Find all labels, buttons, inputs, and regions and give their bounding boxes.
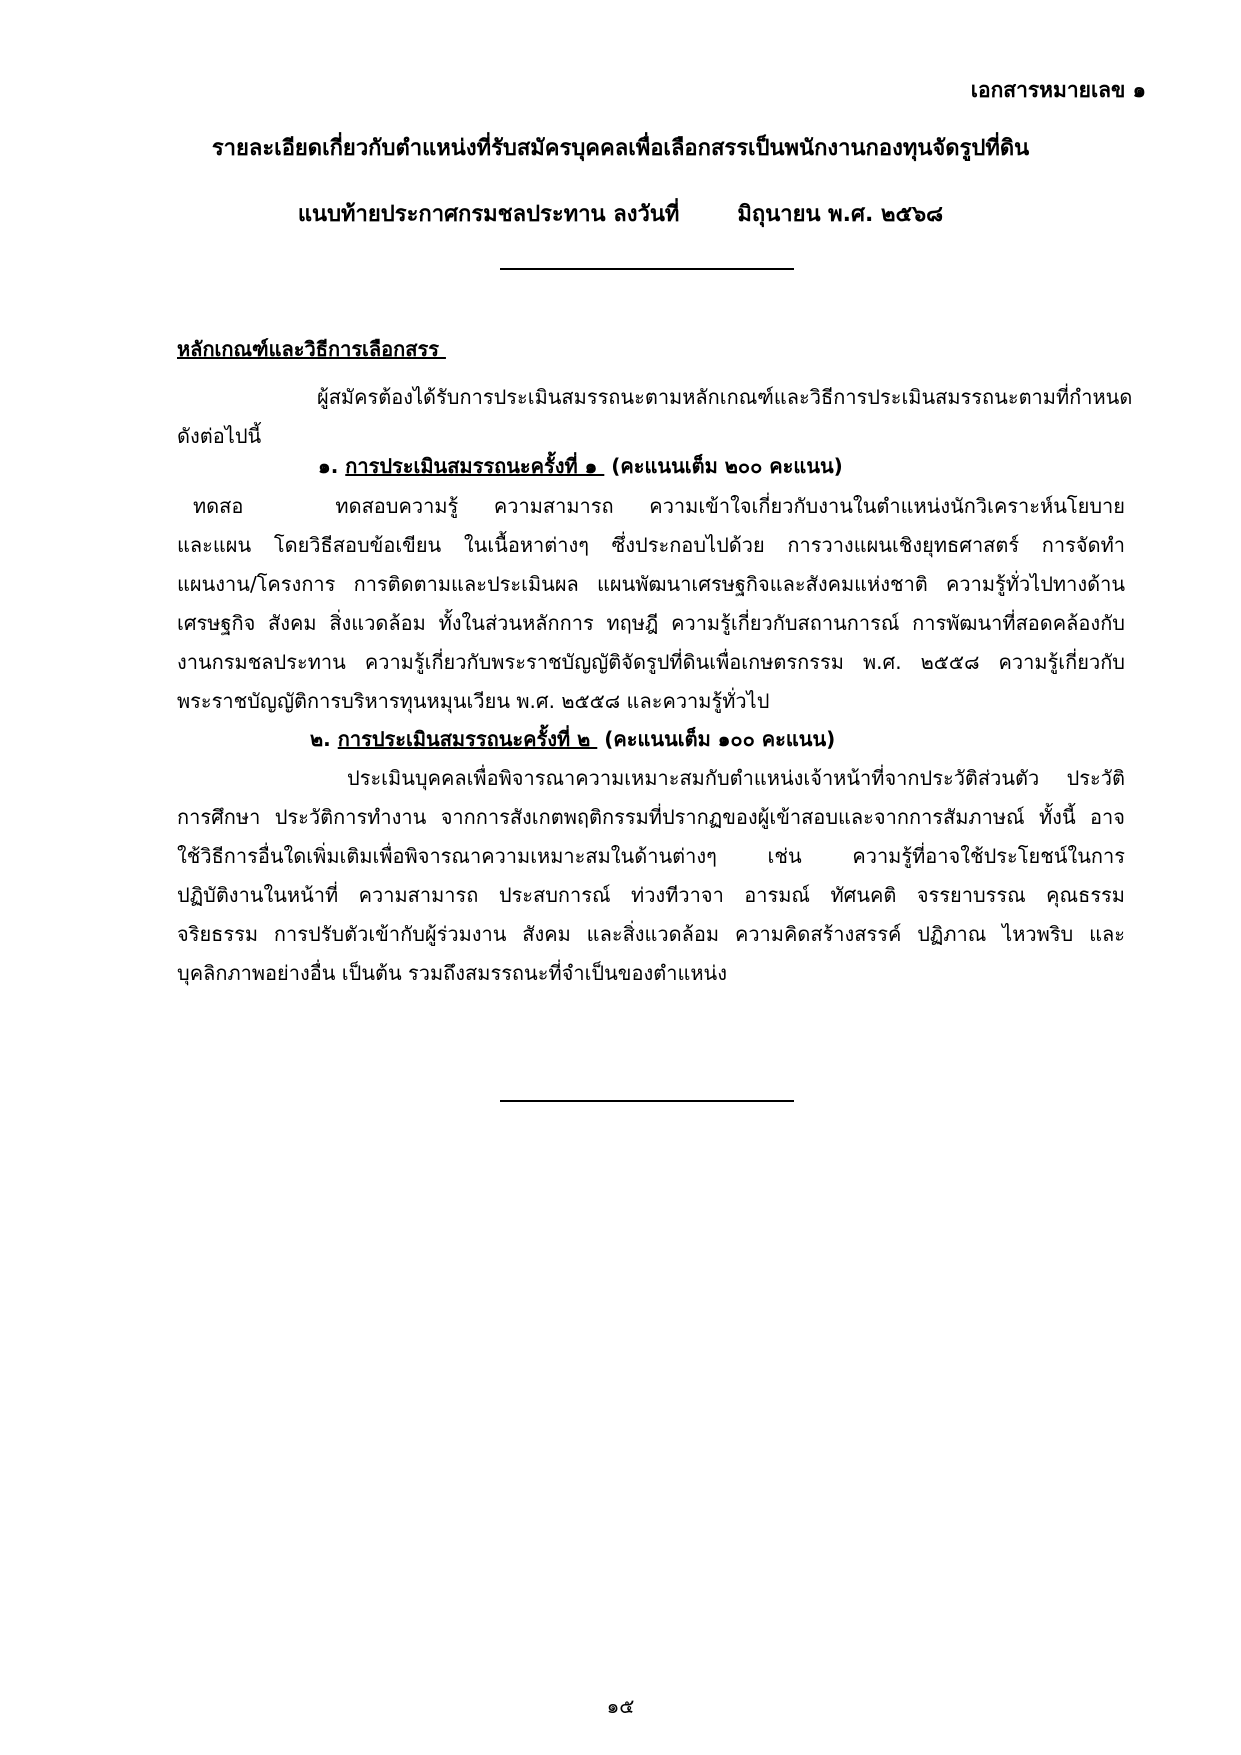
item1-heading	[318, 450, 843, 482]
item2-heading	[310, 723, 835, 755]
item1-line: แผนงาน/โครงการ การติดตามและประเมินผล แผนพัฒนาเศรษฐกิจและสังคมแห่งชาติ ความรู้ทั่วไปทางด้าน	[177, 572, 1125, 596]
item2-line: บุคลิกภาพอย่างอื่น เป็นต้น รวมถึงสมรรถนะที่จำเป็นของตำแหน่ง	[177, 961, 727, 985]
bottom-divider	[500, 1100, 794, 1102]
item2-line: ปฏิบัติงานในหน้าที่ ความสามารถ ประสบการณ์ ท่วงทีวาจา อารมณ์ ทัศนคติ จรรยาบรรณ คุณธรรม	[177, 883, 1125, 907]
item1-line: งานกรมชลประทาน ความรู้เกี่ยวกับพระราชบัญญัติจัดรูปที่ดินเพื่อเกษตรกรรม พ.ศ. ๒๕๕๘ ความรู้เกี่ยวกับ	[177, 650, 1125, 674]
item2-score: (คะแนนเต็ม ๑๐๐ คะแนน)	[597, 727, 836, 751]
intro-line: ดังต่อไปนี้	[177, 424, 262, 448]
item1-title: การประเมินสมรรถนะครั้งที่ ๑	[345, 454, 605, 478]
item1-body	[177, 487, 1125, 721]
section-heading: หลักเกณฑ์และวิธีการเลือกสรร	[177, 337, 446, 361]
item1-number: ๑.	[318, 454, 346, 478]
item1-line: เศรษฐกิจ สังคม สิ่งแวดล้อม ทั้งในส่วนหลักการ ทฤษฎี ความรู้เกี่ยวกับสถานการณ์ การพัฒนาที่สอดคล้องกับ	[177, 611, 1125, 635]
item2-title: การประเมินสมรรถนะครั้งที่ ๒	[337, 727, 598, 751]
page-number: ๑๕	[606, 1694, 635, 1718]
item2-line: ประเมินบุคคลเพื่อพิจารณาความเหมาะสมกับตำแหน่งเจ้าหน้าที่จากประวัติส่วนตัว ประวัติ	[347, 766, 1125, 790]
item2-line: ใช้วิธีการอื่นใดเพิ่มเติมเพื่อพิจารณาความเหมาะสมในด้านต่างๆ เช่น ความรู้ที่อาจใช้ประโยชน์ในการ	[177, 844, 1125, 868]
intro-line: ผู้สมัครต้องได้รับการประเมินสมรรถนะตามหลักเกณฑ์และวิธีการประเมินสมรรถนะตามที่กำหนด	[317, 385, 1133, 409]
item2-number: ๒.	[310, 727, 338, 751]
document-title: รายละเอียดเกี่ยวกับตำแหน่งที่รับสมัครบุคคลเพื่อเลือกสรรเป็นพนักงานกองทุนจัดรูปที่ดิน	[211, 136, 1030, 161]
item2-body	[177, 759, 1125, 993]
intro-paragraph	[177, 378, 1133, 456]
top-divider	[500, 268, 794, 270]
item1-score: (คะแนนเต็ม ๒๐๐ คะแนน)	[604, 454, 843, 478]
item2-line: การศึกษา ประวัติการทำงาน จากการสังเกตพฤติกรรมที่ปรากฏของผู้เข้าสอบและจากการสัมภาษณ์ ทั้งนี้ อาจ	[177, 805, 1125, 829]
subtitle-announcement: แนบท้ายประกาศกรมชลประทาน ลงวันที่	[297, 202, 680, 227]
item1-line: และแผน โดยวิธีสอบข้อเขียน ในเนื้อหาต่างๆ ซึ่งประกอบไปด้วย การวางแผนเชิงยุทธศาสตร์ การจัดทำ	[177, 533, 1125, 557]
subtitle-date: มิถุนายน พ.ศ. ๒๕๖๘	[737, 202, 944, 227]
item1-lead: ทดสอ	[193, 494, 244, 518]
document-subtitle	[0, 196, 1241, 231]
document-number: เอกสารหมายเลข ๑	[970, 78, 1146, 102]
item1-line	[177, 487, 1125, 526]
item1-line: พระราชบัญญัติการบริหารทุนหมุนเวียน พ.ศ. ๒๕๕๘ และความรู้ทั่วไป	[177, 689, 770, 713]
item2-line: จริยธรรม การปรับตัวเข้ากับผู้ร่วมงาน สังคม และสิ่งแวดล้อม ความคิดสร้างสรรค์ ปฏิภาณ ไหวพริบ และ	[177, 922, 1125, 946]
item1-line-text: ทดสอบความรู้ ความสามารถ ความเข้าใจเกี่ยวกับงานในตำแหน่งนักวิเคราะห์นโยบาย	[335, 494, 1125, 518]
